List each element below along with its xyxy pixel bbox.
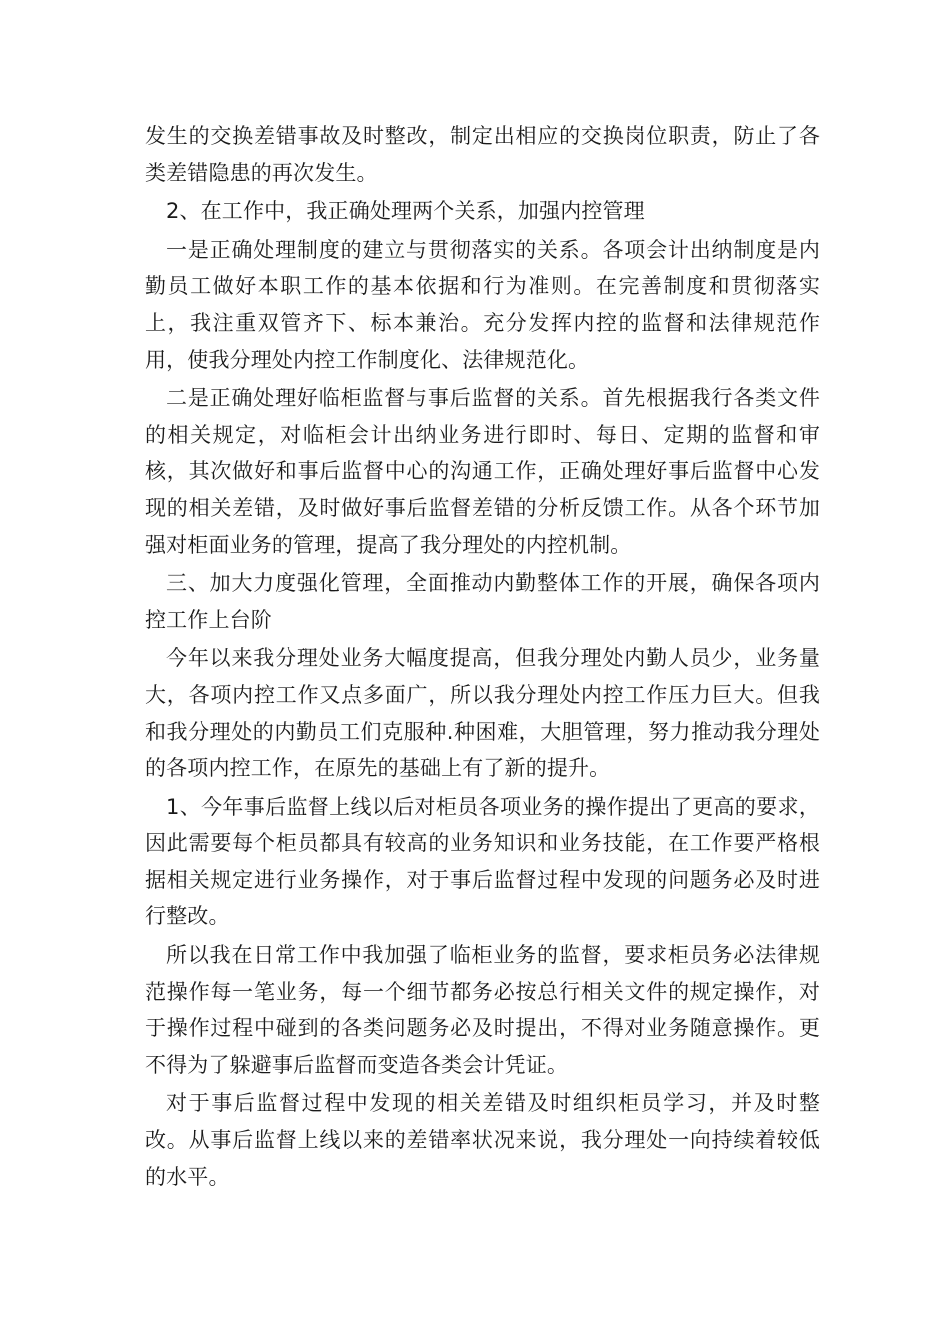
paragraph-business-growth: 今年以来我分理处业务大幅度提高，但我分理处内勤人员少，业务量大，各项内控工作又点多面广，所以我分理处内控工作压力巨大。但我和我分理处的内勤员工们克服种.种困难，大胆管理，努力推动我分理处的各项内控工作，在原先的基础上有了新的提升。: [145, 646, 820, 781]
paragraph-daily-supervision: 所以我在日常工作中我加强了临柜业务的监督，要求柜员务必法律规范操作每一笔业务，每一个细节都务必按总行相关文件的规定操作，对于操作过程中碰到的各类问题务必及时提出，不得对业务随意操作。更不得为了躲避事后监督而变造各类会计凭证。: [145, 943, 820, 1077]
paragraph-item-1: 1、今年事后监督上线以后对柜员各项业务的操作提出了更高的要求，因此需要每个柜员都具有较高的业务知识和业务技能，在工作要严格根据相关规定进行业务操作，对于事后监督过程中发现的问题务必及时进行整改。: [145, 794, 820, 929]
document-body: [145, 118, 820, 1195]
paragraph-system-implementation: 一是正确处理制度的建立与贯彻落实的关系。各项会计出纳制度是内勤员工做好本职工作的基本依据和行为准则。在完善制度和贯彻落实上，我注重双管齐下、标本兼治。充分发挥内控的监督和法律规范作用，使我分理处内控工作制度化、法律规范化。: [145, 237, 820, 372]
paragraph-counter-supervision: 二是正确处理好临柜监督与事后监督的关系。首先根据我行各类文件的相关规定，对临柜会计出纳业务进行即时、每日、定期的监督和审核，其次做好和事后监督中心的沟通工作，正确处理好事后监督中心发现的相关差错，及时做好事后监督差错的分析反馈工作。从各个环节加强对柜面业务的管理，提高了我分理处的内控机制。: [145, 386, 820, 557]
paragraph-continuation: 发生的交换差错事故及时整改，制定出相应的交换岗位职责，防止了各类差错隐患的再次发生。: [145, 124, 820, 185]
paragraph-error-rate: 对于事后监督过程中发现的相关差错及时组织柜员学习，并及时整改。从事后监督上线以来的差错率状况来说，我分理处一向持续着较低的水平。: [145, 1091, 820, 1189]
paragraph-heading-3: 三、加大力度强化管理，全面推动内勤整体工作的开展，确保各项内控工作上台阶: [145, 571, 820, 632]
paragraph-heading-2: 2、在工作中，我正确处理两个关系，加强内控管理: [166, 199, 645, 224]
